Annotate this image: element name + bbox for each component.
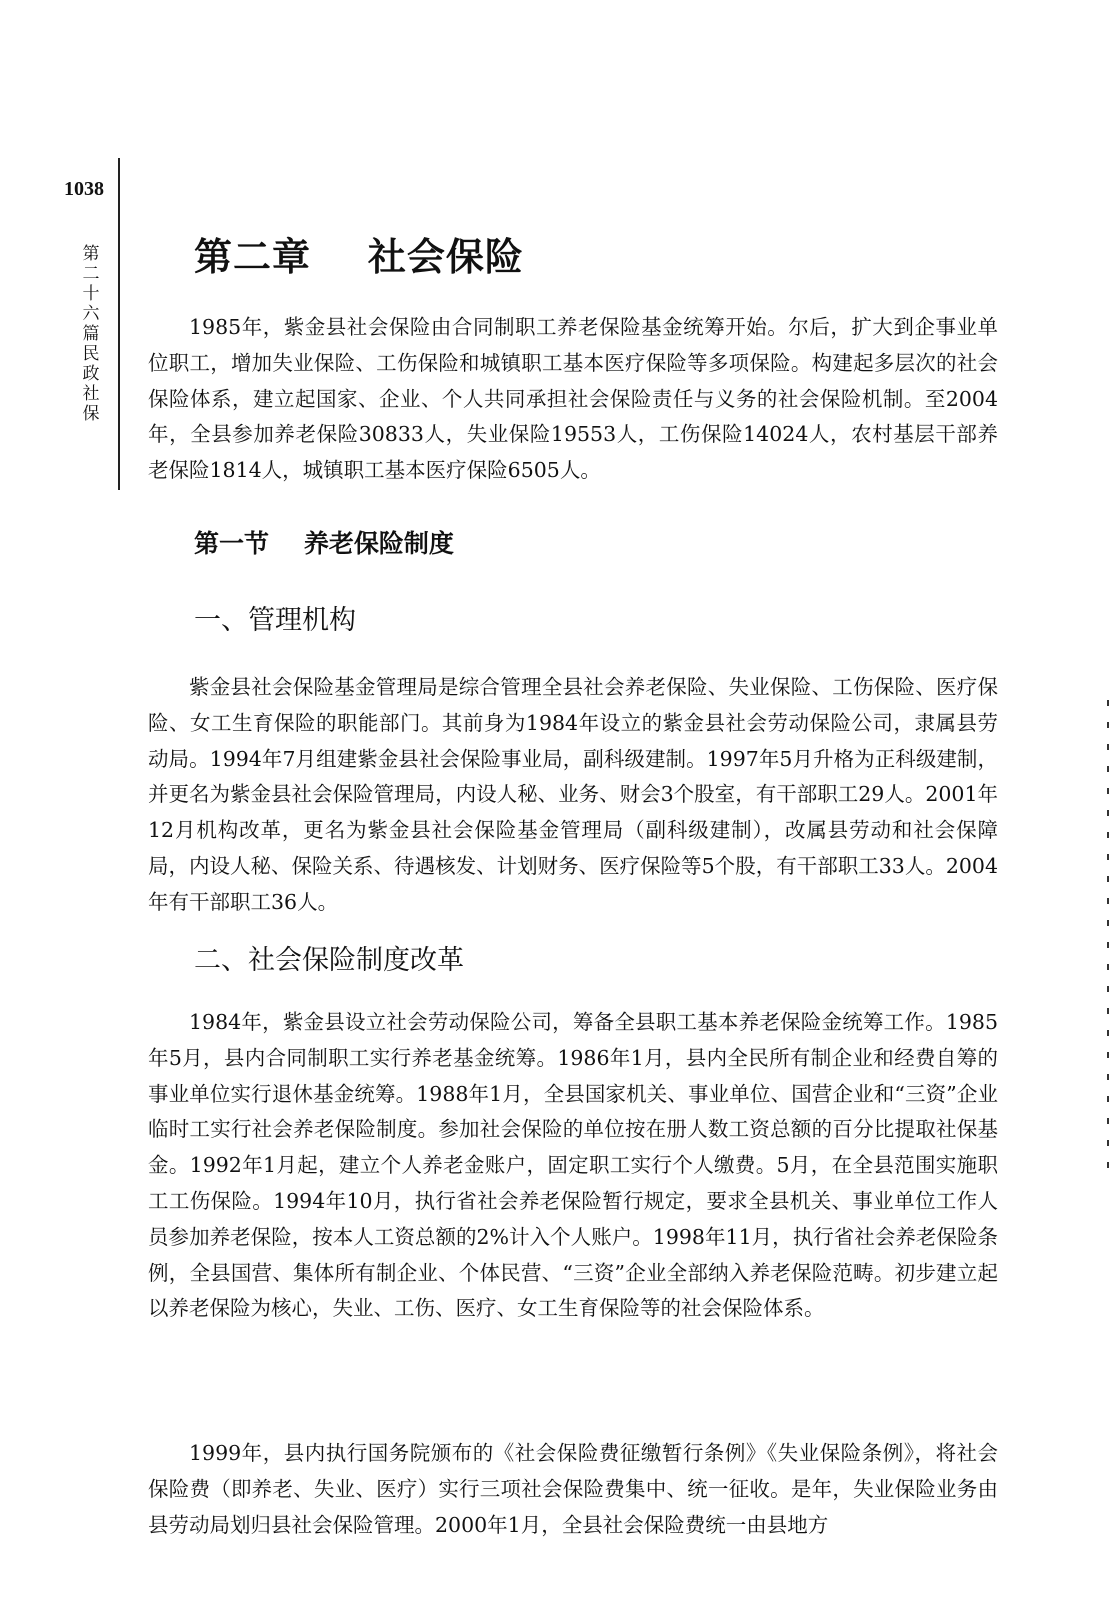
subsection-title-reform: 二、社会保险制度改革	[194, 945, 464, 976]
subsection-title-management: 一、管理机构	[194, 605, 356, 636]
chapter-intro-paragraph: 1985年，紫金县社会保险由合同制职工养老保险基金统筹开始。尔后，扩大到企事业单位职工，增加失业保险、工伤保险和城镇职工基本医疗保险等多项保险。构建起多层次的社会保险体系，建立起国家、企业、个人共同承担社会保险责任与义务的社会保险机制。至2004年，全县参加养老保险30833人，失业保险19553人，工伤保险14024人，农村基层干部养老保险1814人，城镇职工基本医疗保险6505人。	[148, 315, 998, 483]
running-section-label: 第二十六篇 民政 社保	[82, 244, 100, 424]
chapter-title: 第二章 社会保险	[194, 235, 524, 279]
reform-paragraph-2: 1999年，县内执行国务院颁布的《社会保险费征缴暂行条例》《失业保险条例》，将社会保险费（即养老、失业、医疗）实行三项社会保险费集中、统一征收。是年，失业保险业务由县劳动局划归县社会保险管理。2000年1月，全县社会保险费统一由县地方	[148, 1441, 998, 1537]
section-title: 第一节 养老保险制度	[194, 529, 454, 558]
management-paragraph: 紫金县社会保险基金管理局是综合管理全县社会养老保险、失业保险、工伤保险、医疗保险、女工生育保险的职能部门。其前身为1984年设立的紫金县社会劳动保险公司，隶属县劳动局。1994年7月组建紫金县社会保险事业局，副科级建制。1997年5月升格为正科级建制，并更名为紫金县社会保险管理局，内设人秘、业务、财会3个股室，有干部职工29人。2001年12月机构改革，更名为紫金县社会保险基金管理局（副科级建制），改属县劳动和社会保障局，内设人秘、保险关系、待遇核发、计划财务、医疗保险等5个股，有干部职工33人。2004年有干部职工36人。	[148, 675, 998, 914]
reform-paragraph-1: 1984年，紫金县设立社会劳动保险公司，筹备全县职工基本养老保险金统筹工作。1985年5月，县内合同制职工实行养老基金统筹。1986年1月，县内全民所有制企业和经费自筹的事业单位实行退休基金统筹。1988年1月，全县国家机关、事业单位、国营企业和“三资”企业临时工实行社会养老保险制度。参加社会保险的单位按在册人数工资总额的百分比提取社保基金。1992年1月起，建立个人养老金账户，固定职工实行个人缴费。5月，在全县范围实施职工工伤保险。1994年10月，执行省社会养老保险暂行规定，要求全县机关、事业单位工作人员参加养老保险，按本人工资总额的2%计入个人账户。1998年11月，执行省社会养老保险条例，全县国营、集体所有制企业、个体民营、“三资”企业全部纳入养老保险范畴。初步建立起以养老保险为核心，失业、工伤、医疗、女工生育保险等的社会保险体系。	[148, 1010, 998, 1321]
page-number: 1038	[64, 178, 104, 200]
margin-rule	[118, 158, 120, 490]
scan-edge-mark	[1107, 700, 1109, 1180]
